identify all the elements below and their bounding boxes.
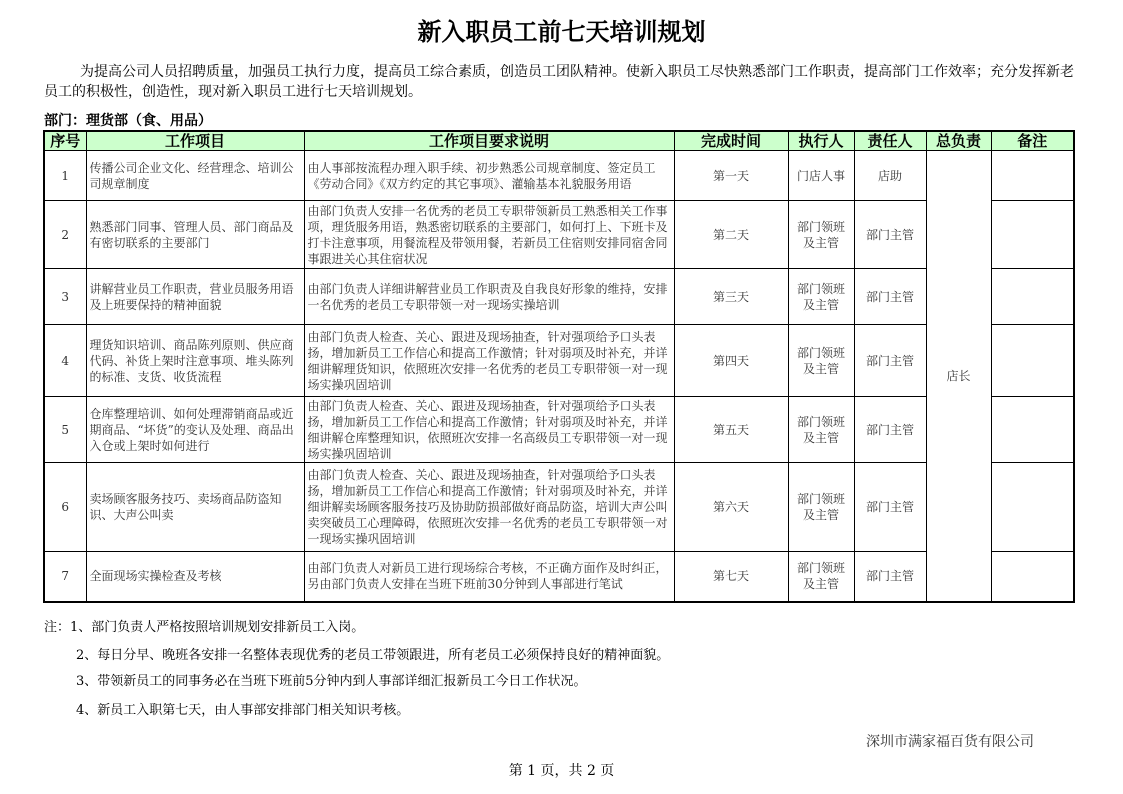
row-no: 5 bbox=[44, 397, 86, 463]
row-executor: 部门领班及主管 bbox=[788, 201, 854, 269]
row-desc: 由部门负责人安排一名优秀的老员工专职带领新员工熟悉相关工作事项，理货服务用语，熟悉密切联系的主要部门，如何打上、下班卡及打卡注意事项，用餐流程及带领用餐，若新员工住宿则安排同宿舍同事跟进关心其住宿状况 bbox=[304, 201, 674, 269]
row-item: 理货知识培训、商品陈列原则、供应商代码、补货上架时注意事项、堆头陈列的标准、支货、收货流程 bbox=[86, 325, 304, 397]
company-name: 深圳市满家福百货有限公司 bbox=[866, 734, 1034, 750]
table-row bbox=[44, 201, 1074, 269]
header-no: 序号 bbox=[44, 131, 86, 151]
row-owner: 部门主管 bbox=[854, 397, 926, 463]
row-desc: 由部门负责人详细讲解营业员工作职责及自我良好形象的维持，安排一名优秀的老员工专职带领一对一现场实操培训 bbox=[304, 269, 674, 325]
row-owner: 部门主管 bbox=[854, 463, 926, 552]
header-item: 工作项目 bbox=[86, 131, 304, 151]
table-header-row bbox=[44, 131, 1074, 151]
row-executor: 部门领班及主管 bbox=[788, 269, 854, 325]
row-time: 第六天 bbox=[674, 463, 788, 552]
row-remark bbox=[991, 269, 1074, 325]
row-desc: 由部门负责人检查、关心、跟进及现场抽查，针对强项给予口头表扬，增加新员工工作信心和提高工作激情；针对弱项及时补充，并详细讲解理货知识，依照班次安排一名优秀的老员工专职带领一对一现场实操巩固培训 bbox=[304, 325, 674, 397]
row-owner: 店助 bbox=[854, 151, 926, 201]
row-no: 7 bbox=[44, 552, 86, 602]
row-remark bbox=[991, 397, 1074, 463]
header-desc: 工作项目要求说明 bbox=[304, 131, 674, 151]
row-remark bbox=[991, 463, 1074, 552]
row-executor: 部门领班及主管 bbox=[788, 463, 854, 552]
row-item: 卖场顾客服务技巧、卖场商品防盗知识、大声公叫卖 bbox=[86, 463, 304, 552]
row-time: 第四天 bbox=[674, 325, 788, 397]
row-desc: 由人事部按流程办理入职手续、初步熟悉公司规章制度、签定员工《劳动合同》《双方约定的其它事项》、灌输基本礼貌服务用语 bbox=[304, 151, 674, 201]
header-remark: 备注 bbox=[991, 131, 1074, 151]
overall-responsible: 店长 bbox=[926, 151, 991, 602]
row-owner: 部门主管 bbox=[854, 201, 926, 269]
row-item: 传播公司企业文化、经营理念、培训公司规章制度 bbox=[86, 151, 304, 201]
table-row bbox=[44, 269, 1074, 325]
note-item: 4、新员工入职第七天，由人事部安排部门相关知识考核。 bbox=[76, 703, 410, 718]
table-row bbox=[44, 397, 1074, 463]
row-desc: 由部门负责人对新员工进行现场综合考核，不正确方面作及时纠正，另由部门负责人安排在当班下班前30分钟到人事部进行笔试 bbox=[304, 552, 674, 602]
row-owner: 部门主管 bbox=[854, 325, 926, 397]
row-no: 6 bbox=[44, 463, 86, 552]
note-item: 2、每日分早、晚班各安排一名整体表现优秀的老员工带领跟进，所有老员工必须保持良好的精神面貌。 bbox=[76, 648, 670, 663]
department-label: 部门：理货部（食、用品） bbox=[44, 113, 212, 129]
row-no: 3 bbox=[44, 269, 86, 325]
row-time: 第五天 bbox=[674, 397, 788, 463]
row-executor: 部门领班及主管 bbox=[788, 325, 854, 397]
note-item: 注：1、部门负责人严格按照培训规划安排新员工入岗。 bbox=[44, 620, 365, 635]
training-plan-table bbox=[43, 130, 1075, 603]
row-executor: 门店人事 bbox=[788, 151, 854, 201]
page-title: 新入职员工前七天培训规划 bbox=[417, 18, 706, 46]
table-row bbox=[44, 325, 1074, 397]
row-no: 1 bbox=[44, 151, 86, 201]
row-owner: 部门主管 bbox=[854, 552, 926, 602]
row-executor: 部门领班及主管 bbox=[788, 397, 854, 463]
row-remark bbox=[991, 151, 1074, 201]
row-remark bbox=[991, 325, 1074, 397]
header-overall: 总负责 bbox=[926, 131, 991, 151]
row-owner: 部门主管 bbox=[854, 269, 926, 325]
row-time: 第三天 bbox=[674, 269, 788, 325]
table-row bbox=[44, 151, 1074, 201]
row-remark bbox=[991, 552, 1074, 602]
row-executor: 部门领班及主管 bbox=[788, 552, 854, 602]
intro-paragraph: 为提高公司人员招聘质量，加强员工执行力度，提高员工综合素质，创造员工团队精神。使新入职员工尽快熟悉部门工作职责，提高部门工作效率；充分发挥新老员工的积极性，创造性，现对新入职员工进行七天培训规划。 bbox=[44, 64, 1074, 100]
row-time: 第七天 bbox=[674, 552, 788, 602]
row-time: 第二天 bbox=[674, 201, 788, 269]
note-item: 3、带领新员工的同事务必在当班下班前5分钟内到人事部详细汇报新员工今日工作状况。 bbox=[76, 674, 587, 689]
row-time: 第一天 bbox=[674, 151, 788, 201]
row-no: 4 bbox=[44, 325, 86, 397]
table-row bbox=[44, 552, 1074, 602]
row-remark bbox=[991, 201, 1074, 269]
page-number: 第 1 页，共 2 页 bbox=[508, 763, 615, 779]
row-desc: 由部门负责人检查、关心、跟进及现场抽查，针对强项给予口头表扬，增加新员工工作信心和提高工作激情；针对弱项及时补充，并详细讲解卖场顾客服务技巧及协助防损部做好商品防盗，培训大声公叫卖突破员工心理障碍，依照班次安排一名优秀的老员工专职带领一对一现场实操巩固培训 bbox=[304, 463, 674, 552]
header-owner: 责任人 bbox=[854, 131, 926, 151]
row-desc: 由部门负责人检查、关心、跟进及现场抽查，针对强项给予口头表扬，增加新员工工作信心和提高工作激情；针对弱项及时补充，并详细讲解仓库整理知识，依照班次安排一名高级员工专职带领一对一现场实操巩固培训 bbox=[304, 397, 674, 463]
row-item: 全面现场实操检查及考核 bbox=[86, 552, 304, 602]
row-no: 2 bbox=[44, 201, 86, 269]
header-time: 完成时间 bbox=[674, 131, 788, 151]
row-item: 熟悉部门同事、管理人员、部门商品及有密切联系的主要部门 bbox=[86, 201, 304, 269]
row-item: 仓库整理培训、如何处理滞销商品或近期商品、“坏货”的变认及处理、商品出入仓或上架时如何进行 bbox=[86, 397, 304, 463]
row-item: 讲解营业员工作职责，营业员服务用语及上班要保持的精神面貌 bbox=[86, 269, 304, 325]
table-row bbox=[44, 463, 1074, 552]
header-executor: 执行人 bbox=[788, 131, 854, 151]
